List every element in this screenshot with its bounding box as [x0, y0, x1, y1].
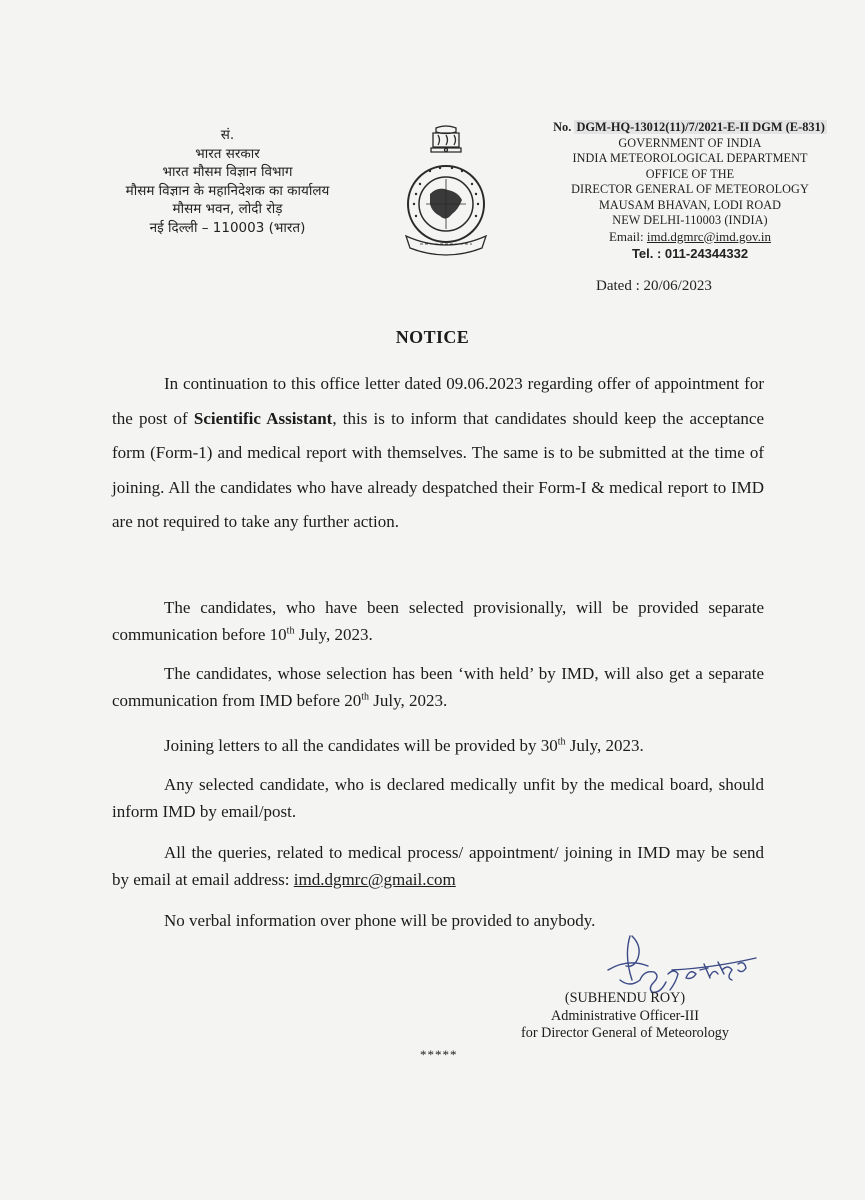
director-general: DIRECTOR GENERAL OF METEOROLOGY	[571, 182, 809, 196]
p1-text-b: , this is to inform that candidates should keep the acceptance form (Form-1) and medical report with themselves. The same is to be submitted at the time of joining. All the candidates who have already despatched their Form-I & medical report to IMD are not required to take any further action.	[112, 408, 764, 532]
imd-emblem-logo	[400, 124, 492, 264]
paragraph-no-verbal: No verbal information over phone will be provided to anybody.	[164, 911, 596, 930]
government-of-india: GOVERNMENT OF INDIA	[618, 135, 762, 150]
p4-text-a: Joining letters to all the candidates will be provided by 30	[164, 736, 558, 755]
emblem-icon	[400, 124, 492, 264]
city-line: NEW DELHI-110003 (INDIA)	[612, 213, 768, 227]
paragraph-with-held	[112, 660, 764, 714]
footer-stars: *****	[420, 1047, 458, 1062]
english-header	[540, 120, 840, 262]
signatory-name: (SUBHENDU ROY)	[564, 990, 686, 1006]
hindi-city: नई दिल्ली – 110003 (भारत)	[149, 219, 306, 236]
p2-text-b: July, 2023.	[294, 625, 373, 644]
p2-text-a: The candidates, who have been selected provisionally, will be provided separate communication before 10	[112, 598, 764, 644]
paragraph-joining-letters	[112, 732, 764, 759]
hindi-address: मौसम भवन, लोदी रोड़	[172, 201, 283, 217]
p2-sup: th	[286, 625, 295, 637]
p1-post-name: Scientific Assistant	[193, 408, 333, 428]
queries-email-link[interactable]: imd.dgmrc@gmail.com	[293, 870, 456, 889]
department-name: INDIA METEOROLOGICAL DEPARTMENT	[572, 151, 808, 165]
hindi-government: भारत सरकार	[195, 145, 260, 162]
p4-text-b: July, 2023.	[565, 736, 644, 755]
paragraph-continuation	[112, 367, 764, 540]
p1-text-a: In continuation to this office letter dated 09.06.2023 regarding offer of appointment for the post of	[112, 374, 764, 428]
telephone-line: Tel. : 011-24344332	[631, 246, 749, 261]
paragraph-medically-unfit: Any selected candidate, who is declared medically unfit by the medical board, should inform IMD by email/post.	[112, 775, 764, 821]
reference-prefix: No.	[553, 120, 572, 134]
p6-text-a: All the queries, related to medical process/ appointment/ joining in IMD may be send by email at email address:	[112, 843, 764, 889]
address-line: MAUSAM BHAVAN, LODI ROAD	[598, 197, 782, 212]
hindi-department: भारत मौसम विज्ञान विभाग	[162, 164, 293, 180]
header-email-link[interactable]: imd.dgmrc@imd.gov.in	[646, 228, 772, 244]
email-label: Email:	[608, 228, 644, 244]
signatory-designation: Administrative Officer-III	[551, 1007, 699, 1024]
signatory-block	[500, 990, 750, 1043]
office-of-the: OFFICE OF THE	[645, 166, 735, 181]
hindi-office: मौसम विज्ञान के महानिदेशक का कार्यालय	[125, 182, 330, 199]
notice-title: NOTICE	[395, 327, 470, 347]
reference-number: DGM-HQ-13012(11)/7/2021-E-II DGM (E-831)	[576, 120, 825, 134]
paragraph-provisional	[112, 594, 764, 648]
paragraph-queries	[112, 839, 764, 893]
reference-number-line	[540, 120, 840, 136]
hindi-header	[110, 126, 345, 237]
p3-text-b: July, 2023.	[369, 691, 448, 710]
p3-sup: th	[361, 691, 370, 703]
p4-sup: th	[557, 736, 566, 748]
signatory-for-line: for Director General of Meteorology	[521, 1025, 729, 1041]
email-line	[540, 229, 840, 245]
dated-line: Dated : 20/06/2023	[596, 278, 712, 294]
p3-text-a: The candidates, whose selection has been ‘with held’ by IMD, will also get a separate communication from IMD before 20	[112, 664, 764, 710]
hindi-ref-label: सं.	[220, 127, 235, 143]
